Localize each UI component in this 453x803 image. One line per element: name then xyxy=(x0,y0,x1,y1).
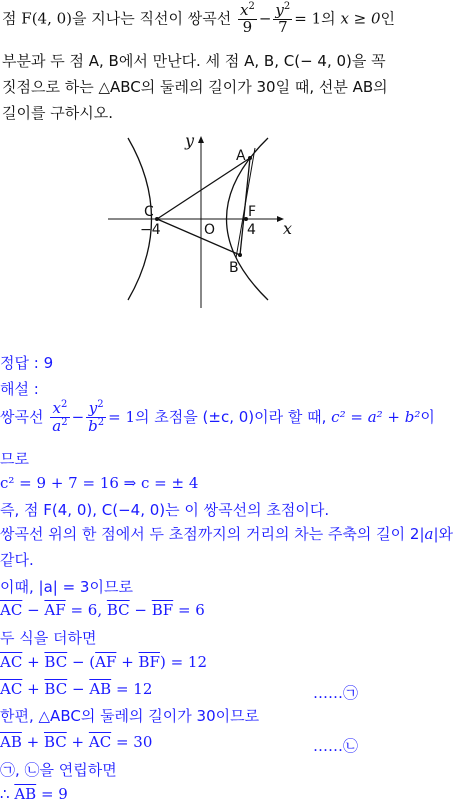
label-C: C xyxy=(144,204,154,220)
fraction-x2-over-a2: $\frac{x^2}{a^2}$ xyxy=(52,399,68,435)
equation-tag-2: ……㉡ xyxy=(313,737,359,755)
solution-line-15: ∴ $\overline{AB} = 9$ xyxy=(0,785,68,803)
fraction-y2-over-b2: $\frac{y^2}{b^2}$ xyxy=(88,399,105,435)
tick-neg4: −4 xyxy=(140,222,161,238)
solution-heading: 해설 : xyxy=(0,380,39,398)
solution-line-1: 쌍곡선 $\frac{x^2}{a^2}$ − $\frac{y^2}{b^2}$ = 1의 초점을 (±c, 0)이라 할 때, c² = a² + b²이 xyxy=(0,399,435,435)
condition-x-nonneg: x ≥ 0 xyxy=(340,9,381,28)
fraction-x2-over-9: $\frac{x^2}{9}$ xyxy=(240,1,255,36)
label-y: y xyxy=(185,131,195,150)
solution-line-10: $\overline{AC} + \overline{BC} - (\overline{AF} + \overline{BF}) = 12$ xyxy=(0,653,208,671)
problem-text: 점 xyxy=(2,9,22,28)
point-F-coord: (4, 0) xyxy=(31,9,73,28)
solution-line-13: $\overline{AB} + \overline{BC} + \overline{AC} = 30$ xyxy=(0,733,153,751)
solution-line-6: 같다. xyxy=(0,551,34,569)
equals-one: = 1 xyxy=(294,9,322,28)
problem-line-4: 길이를 구하시오. xyxy=(2,104,113,122)
equation-tag-1: ……㉠ xyxy=(313,684,359,702)
label-B: B xyxy=(229,260,239,276)
segment-CA xyxy=(157,158,250,219)
problem-line-3: 짓점으로 하는 △ABC의 둘레의 길이가 30일 때, 선분 AB의 xyxy=(2,78,388,96)
answer-line: 정답 : 9 xyxy=(0,354,54,372)
solution-line-8: $\overline{AC} - \overline{AF} = 6$, $\overline{BC} - \overline{BF} = 6$ xyxy=(0,601,205,619)
point-C xyxy=(155,217,159,221)
label-F: F xyxy=(248,204,257,220)
point-B xyxy=(238,253,242,257)
y-axis-arrow xyxy=(198,136,204,143)
point-F: F xyxy=(21,9,32,28)
solution-line-11: $\overline{AC} + \overline{BC} - \overline{AB} = 12$ xyxy=(0,680,153,698)
solution-line-7: 이때, |a| = 3이므로 xyxy=(0,578,133,596)
fraction-y2-over-7: $\frac{y^2}{7}$ xyxy=(275,1,291,36)
hyperbola-figure xyxy=(0,128,400,318)
solution-line-2: 므로 xyxy=(0,450,29,468)
label-A: A xyxy=(236,148,246,164)
label-O: O xyxy=(204,222,216,238)
tick-4: 4 xyxy=(247,222,256,238)
minus-sign: − xyxy=(258,9,272,28)
point-A xyxy=(248,156,252,160)
problem-text: 을 지나는 직선이 쌍곡선 xyxy=(72,9,236,28)
solution-line-5: 쌍곡선 위의 한 점에서 두 초점까지의 거리의 차는 주축의 길이 2|a|와 xyxy=(0,525,453,543)
solution-line-4: 즉, 점 F(4, 0), C(−4, 0)는 이 쌍곡선의 초점이다. xyxy=(0,501,330,519)
problem-line-1: 점 F(4, 0)을 지나는 직선이 쌍곡선 $\frac{x^2}{9}$ − $\frac{y^2}{7}$ = 1의 x ≥ 0인 xyxy=(2,1,396,36)
problem-line-2: 부분과 두 점 A, B에서 만난다. 세 점 A, B, C(− 4, 0)을 꼭 xyxy=(2,52,386,70)
label-x: x xyxy=(283,219,293,238)
solution-line-3: c² = 9 + 7 = 16 ⇒ c = ± 4 xyxy=(0,474,199,492)
segment-CB xyxy=(157,219,240,255)
solution-line-14: ㉠, ㉡을 연립하면 xyxy=(0,761,117,779)
solution-line-9: 두 식을 더하면 xyxy=(0,629,97,647)
solution-line-12: 한편, △ABC의 둘레의 길이가 30이므로 xyxy=(0,707,260,725)
